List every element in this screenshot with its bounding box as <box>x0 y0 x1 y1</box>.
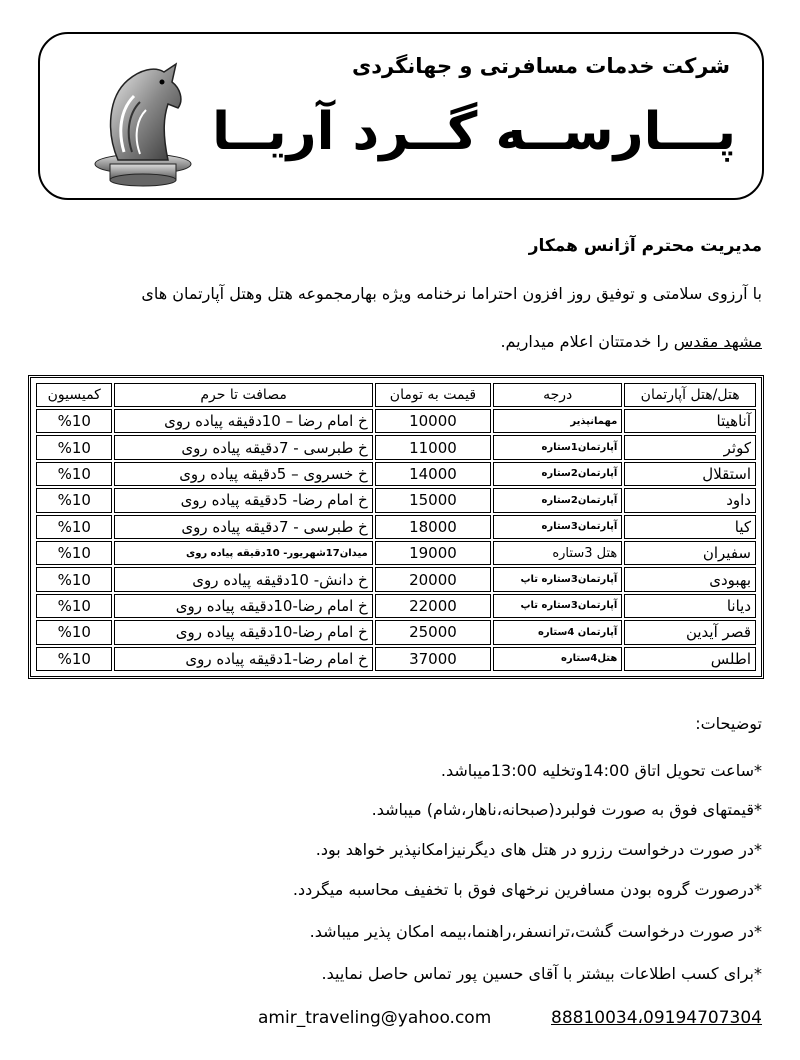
hotel-name: آناهیتا <box>624 409 756 433</box>
horse-logo-icon <box>88 52 198 192</box>
hotel-price: 22000 <box>375 594 491 618</box>
col-header-distance: مصافت تا حرم <box>114 383 372 407</box>
hotel-grade: آپارتمان1ستاره <box>493 435 622 459</box>
col-header-grade: درجه <box>493 383 622 407</box>
hotel-distance: خ امام رضا-10دقیقه پیاده روی <box>114 594 372 618</box>
hotel-price-table <box>28 375 764 679</box>
hotel-distance: خ دانش- 10دقیقه پیاده روی <box>114 567 372 591</box>
table-row <box>36 488 756 512</box>
hotel-grade: آپارتمان3ستاره <box>493 515 622 539</box>
company-title: پـــارســه گــرد آریــا <box>212 102 736 162</box>
note-item: *در صورت درخواست رزرو در هتل های دیگرنیزامکانپذیر خواهد بود. <box>315 840 762 859</box>
hotel-distance: خ خسروی – 5دقیقه پیاده روی <box>114 462 372 486</box>
table-row <box>36 594 756 618</box>
contact-phone[interactable]: 88810034،09194707304 <box>551 1008 762 1028</box>
table-row <box>36 567 756 591</box>
hotel-grade: آپارتمان3ستاره تاپ <box>493 567 622 591</box>
table-row <box>36 541 756 565</box>
intro-line-1: با آرزوی سلامتی و توفیق روز افزون احتراما نرخنامه ویژه بهارمجموعه هتل وهتل آپارتمان های <box>141 284 762 303</box>
contact-email[interactable]: amir_traveling@yahoo.com <box>258 1008 492 1028</box>
hotel-commission: %10 <box>36 409 112 433</box>
hotel-price: 11000 <box>375 435 491 459</box>
hotel-commission: %10 <box>36 515 112 539</box>
hotel-commission: %10 <box>36 620 112 644</box>
notes-title: توضیحات: <box>695 714 762 733</box>
hotel-commission: %10 <box>36 647 112 671</box>
table-header-row <box>36 383 756 407</box>
hotel-grade: هتل4ستاره <box>493 647 622 671</box>
hotel-commission: %10 <box>36 594 112 618</box>
note-item: *ساعت تحویل اتاق 14:00وتخلیه 13:00میباشد. <box>440 761 762 780</box>
intro-line-2-rest: را خدمتتان اعلام میداریم. <box>500 332 674 351</box>
hotel-price: 37000 <box>375 647 491 671</box>
hotel-grade: هتل 3ستاره <box>493 541 622 565</box>
table-row <box>36 620 756 644</box>
hotel-name: استقلال <box>624 462 756 486</box>
hotel-name: دیانا <box>624 594 756 618</box>
hotel-price: 18000 <box>375 515 491 539</box>
hotel-price: 19000 <box>375 541 491 565</box>
hotel-distance: خ امام رضا- 5دقیقه پیاده روی <box>114 488 372 512</box>
hotel-distance: خ امام رضا-1دقیقه پیاده روی <box>114 647 372 671</box>
hotel-name: سفیران <box>624 541 756 565</box>
hotel-name: اطلس <box>624 647 756 671</box>
table-row <box>36 435 756 459</box>
table-row <box>36 462 756 486</box>
note-item: *قیمتهای فوق به صورت فولبرد(صبحانه،ناهار،شام) میباشد. <box>371 800 762 819</box>
hotel-name: کیا <box>624 515 756 539</box>
hotel-grade: مهمانپذیر <box>493 409 622 433</box>
col-header-price: قیمت به تومان <box>375 383 491 407</box>
intro-line-2 <box>500 332 762 351</box>
greeting: مدیریت محترم آژانس همکار <box>528 236 762 256</box>
note-item: *برای کسب اطلاعات بیشتر با آقای حسین پور تماس حاصل نمایید. <box>321 964 762 983</box>
hotel-price: 10000 <box>375 409 491 433</box>
table-row <box>36 647 756 671</box>
hotel-grade: آپارتمان3ستاره تاپ <box>493 594 622 618</box>
note-item: *در صورت درخواست گشت،ترانسفر،راهنما،بیمه امکان پذیر میباشد. <box>309 922 762 941</box>
hotel-price: 15000 <box>375 488 491 512</box>
col-header-commission: کمیسیون <box>36 383 112 407</box>
hotel-price: 25000 <box>375 620 491 644</box>
hotel-name: کوثر <box>624 435 756 459</box>
hotel-name: قصر آیدین <box>624 620 756 644</box>
hotel-distance: خ امام رضا – 10دقیقه پیاده روی <box>114 409 372 433</box>
company-subtitle: شرکت خدمات مسافرتی و جهانگردی <box>352 54 730 78</box>
hotel-commission: %10 <box>36 462 112 486</box>
table-row <box>36 409 756 433</box>
header-box <box>38 32 764 200</box>
hotel-grade: آپارتمان2ستاره <box>493 462 622 486</box>
hotel-name: داود <box>624 488 756 512</box>
hotel-price: 20000 <box>375 567 491 591</box>
hotel-distance: خ طبرسی - 7دقیقه پیاده روی <box>114 435 372 459</box>
col-header-hotel: هتل/هتل آپارتمان <box>624 383 756 407</box>
hotel-distance: میدان17شهریور- 10دقیقه پیاده روی <box>114 541 372 565</box>
hotel-price: 14000 <box>375 462 491 486</box>
hotel-grade: آپارتمان2ستاره <box>493 488 622 512</box>
city-name: مشهد مقدس <box>673 332 762 351</box>
hotel-commission: %10 <box>36 541 112 565</box>
hotel-commission: %10 <box>36 488 112 512</box>
note-item: *درصورت گروه بودن مسافرین نرخهای فوق با تخفیف محاسبه میگردد. <box>292 880 762 899</box>
hotel-commission: %10 <box>36 567 112 591</box>
hotel-distance: خ طبرسی - 7دقیقه پیاده روی <box>114 515 372 539</box>
hotel-name: بهبودی <box>624 567 756 591</box>
table-row <box>36 515 756 539</box>
hotel-commission: %10 <box>36 435 112 459</box>
hotel-grade: آپارتمان 4ستاره <box>493 620 622 644</box>
hotel-distance: خ امام رضا-10دقیقه پیاده روی <box>114 620 372 644</box>
